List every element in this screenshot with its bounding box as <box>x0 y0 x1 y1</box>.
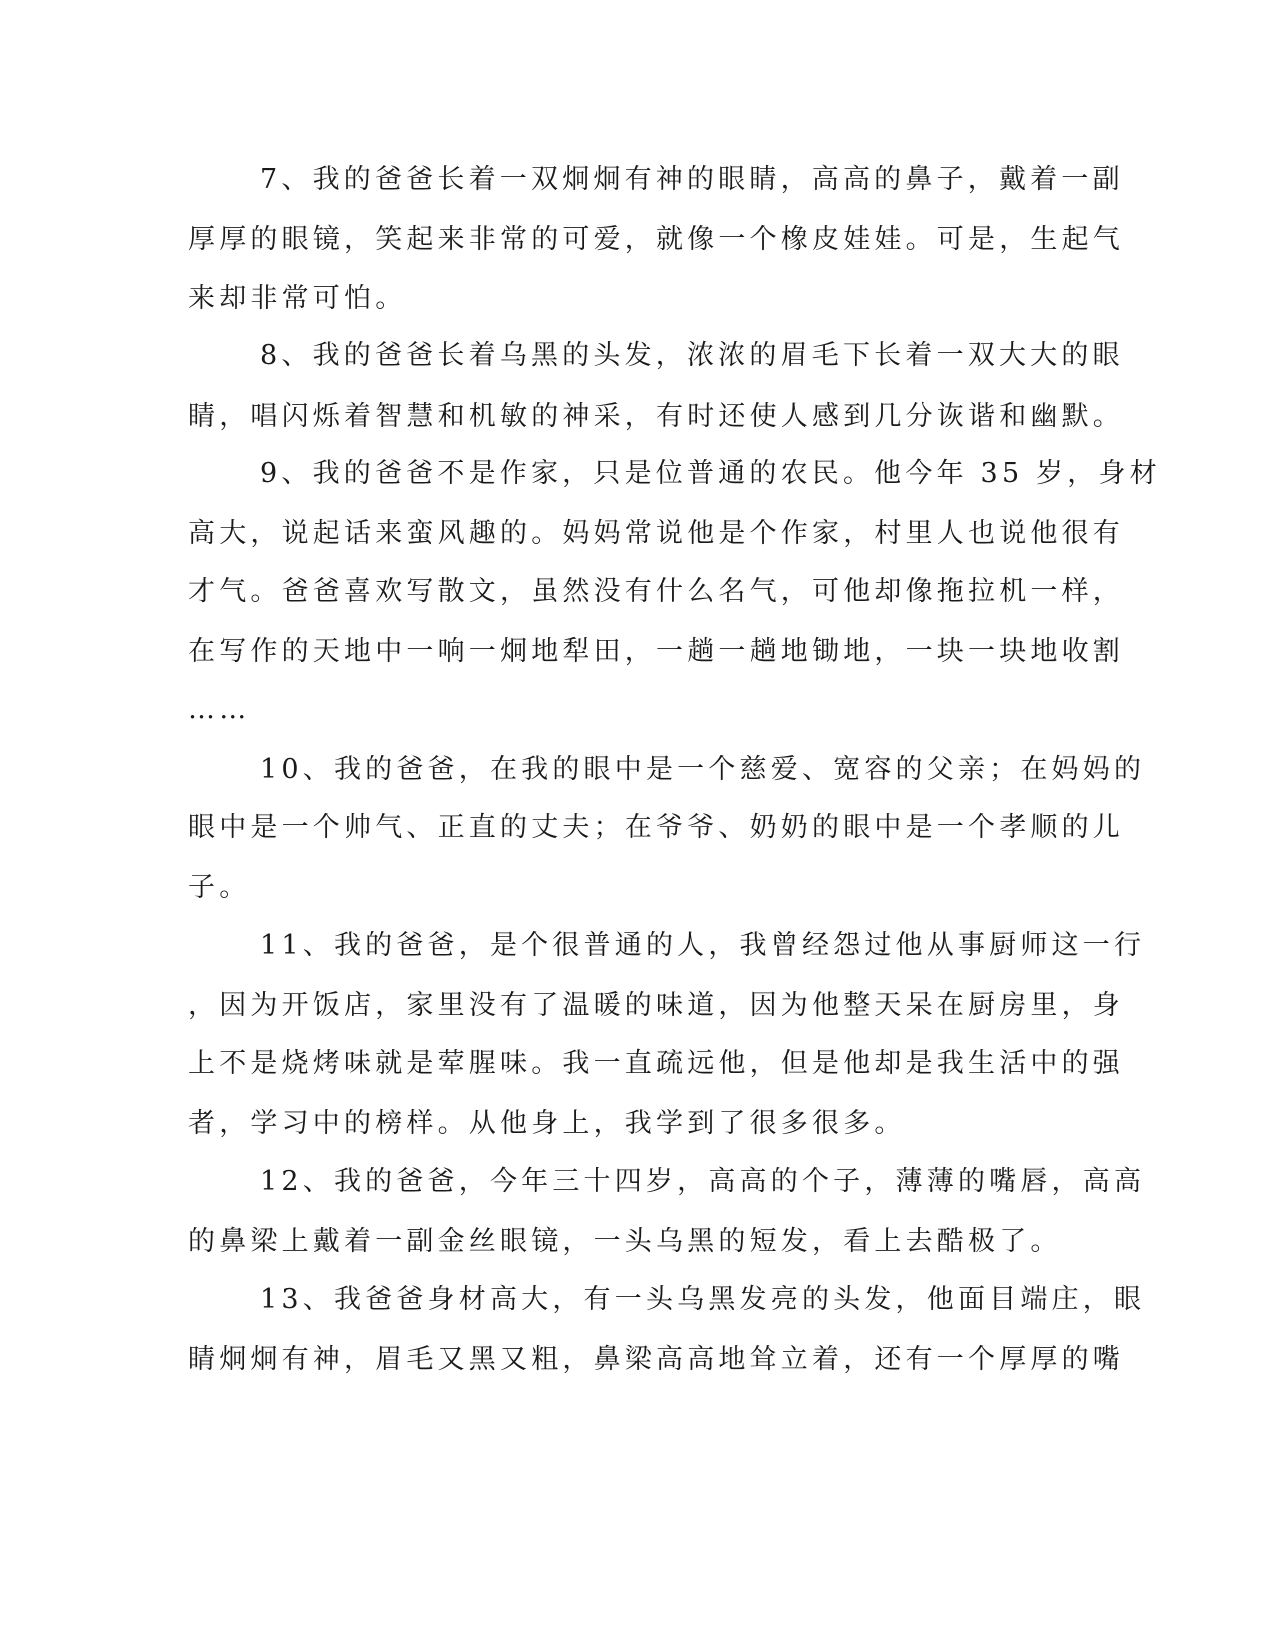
paragraph-8-line-1: 8、我的爸爸长着乌黑的头发，浓浓的眉毛下长着一双大大的眼 <box>260 340 1124 371</box>
paragraph-13-line-2: 睛炯炯有神，眉毛又黑又粗，鼻梁高高地耸立着，还有一个厚厚的嘴 <box>188 1344 1124 1375</box>
paragraph-7-line-3: 来却非常可怕。 <box>188 283 407 314</box>
paragraph-9-line-5: …… <box>188 694 251 725</box>
paragraph-11-line-3: 上不是烧烤味就是荤腥味。我一直疏远他，但是他却是我生活中的强 <box>188 1048 1124 1079</box>
paragraph-7-line-1: 7、我的爸爸长着一双炯炯有神的眼睛，高高的鼻子，戴着一副 <box>260 164 1124 195</box>
paragraph-11-line-4: 者，学习中的榜样。从他身上，我学到了很多很多。 <box>188 1108 906 1139</box>
paragraph-9-line-2: 高大，说起话来蛮风趣的。妈妈常说他是个作家，村里人也说他很有 <box>188 518 1124 549</box>
paragraph-10-line-2: 眼中是一个帅气、正直的丈夫；在爷爷、奶奶的眼中是一个孝顺的儿 <box>188 812 1124 843</box>
paragraph-7-line-2: 厚厚的眼镜，笑起来非常的可爱，就像一个橡皮娃娃。可是，生起气 <box>188 224 1124 255</box>
paragraph-13-line-1: 13、我爸爸身材高大，有一头乌黑发亮的头发，他面目端庄，眼 <box>260 1284 1146 1315</box>
paragraph-9-line-4: 在写作的天地中一响一炯地犁田，一趟一趟地锄地，一块一块地收割 <box>188 636 1124 667</box>
paragraph-12-line-2: 的鼻梁上戴着一副金丝眼镜，一头乌黑的短发，看上去酷极了。 <box>188 1226 1062 1257</box>
paragraph-10-line-1: 10、我的爸爸，在我的眼中是一个慈爱、宽容的父亲；在妈妈的 <box>260 754 1146 785</box>
paragraph-8-line-2: 睛，唱闪烁着智慧和机敏的神采，有时还使人感到几分诙谐和幽默。 <box>188 401 1124 432</box>
paragraph-9-line-1: 9、我的爸爸不是作家，只是位普通的农民。他今年 35 岁，身材 <box>260 458 1161 489</box>
paragraph-10-line-3: 子。 <box>188 872 251 903</box>
paragraph-11-line-2: ，因为开饭店，家里没有了温暖的味道，因为他整天呆在厨房里，身 <box>188 990 1124 1021</box>
paragraph-12-line-1: 12、我的爸爸，今年三十四岁，高高的个子，薄薄的嘴唇，高高 <box>260 1166 1146 1197</box>
paragraph-11-line-1: 11、我的爸爸，是个很普通的人，我曾经怨过他从事厨师这一行 <box>260 930 1146 961</box>
paragraph-9-line-3: 才气。爸爸喜欢写散文，虽然没有什么名气，可他却像拖拉机一样， <box>188 576 1124 607</box>
